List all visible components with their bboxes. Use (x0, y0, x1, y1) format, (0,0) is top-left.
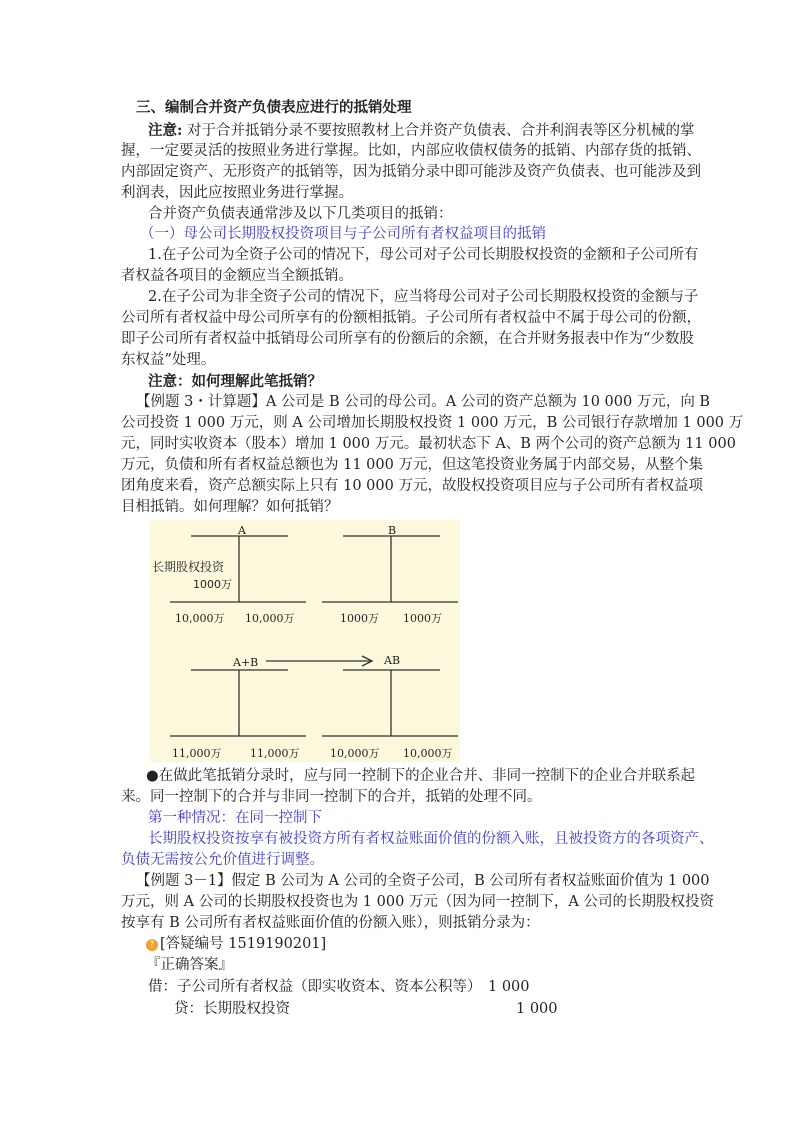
question-icon: ? (146, 939, 158, 951)
intro-text: 合并资产负债表通常涉及以下几类项目的抵销： (148, 206, 453, 222)
t-account-a (152, 524, 306, 625)
item1-line: 1.在子公司为全资子公司的情况下，母公司对子公司长期股权投资的金额和子公司所有 (148, 247, 699, 263)
example-line: 万元，负债和所有者权益总额也为 11 000 万元，但这笔投资业务属于内部交易，从整个集 (121, 457, 703, 473)
item2-line: 即子公司所有者权益中抵销母公司所享有的份额后的余额，在合并财务报表中作为“少数股 (121, 331, 694, 347)
section-heading: 三、编制合并资产负债表应进行的抵销处理 (136, 99, 412, 116)
answer-label: 『正确答案』 (146, 957, 233, 973)
example31-line: 万元，则 A 公司的长期股权投资也为 1 000 万元（因为同一控制下，A 公司的长期股权投资 (121, 894, 714, 910)
credit-amount: 1 000 (516, 1001, 558, 1017)
subsection-heading: （一）母公司长期股权投资项目与子公司所有者权益项目的抵销 (140, 226, 546, 242)
example31-line: 【例题 3－1】假定 B 公司为 A 公司的全资子公司，B 公司所有者权益账面价值为 1 000 (136, 873, 710, 889)
example31-line: 按享有 B 公司所有者权益账面价值的份额入账），则抵销分录为： (121, 915, 540, 931)
account-title: AB (384, 654, 401, 667)
left-value: 11,000万 (172, 747, 222, 760)
account-title: A (238, 524, 246, 537)
item2-line: 公司所有者权益中母公司所享有的份额相抵销。子公司所有者权益中不属于母公司的份额， (121, 310, 701, 326)
debit-account: 借：子公司所有者权益（即实收资本、资本公积等） (148, 979, 482, 995)
qa-link[interactable] (146, 934, 716, 955)
note-line: 内部固定资产、无形资产的抵销等，因为抵销分录中即可能涉及资产负债表、也可能涉及到 (121, 164, 701, 180)
debit-entry (148, 977, 718, 998)
note-label: 注意: (148, 122, 183, 139)
note-line: 握，一定要灵活的按照业务进行掌握。比如，内部应收债权债务的抵销、内部存货的抵销、 (121, 143, 701, 159)
example-line: 元，同时实收资本（股本）增加 1 000 万元。最初状态下 A、B 两个公司的资产总额为 11 000 (121, 436, 736, 452)
item-label: 长期股权投资 (152, 560, 225, 574)
arrow-icon (266, 656, 372, 666)
bullet-line: ●在做此笔抵销分录时，应与同一控制下的企业合并、非同一控制下的企业合并联系起 (146, 768, 696, 784)
bullet-line: 来。同一控制下的合并与非同一控制下的合并，抵销的处理不同。 (121, 789, 542, 805)
note-line: 利润表，因此应按照业务进行掌握。 (121, 185, 353, 201)
right-value: 11,000万 (250, 747, 300, 760)
item2-line: 2.在子公司为非全资子公司的情况下，应当将母公司对子公司长期股权投资的金额与子 (148, 289, 699, 305)
case-heading: 第一种情况：在同一控制下 (148, 810, 322, 826)
left-value: 10,000万 (330, 747, 380, 760)
account-title: B (388, 524, 397, 537)
item-value: 1000万 (193, 578, 232, 591)
example-line: 团角度来看，资产总额实际上只有 10 000 万元，故股权投资项目应与子公司所有者权益项 (121, 478, 703, 494)
left-value: 10,000万 (175, 612, 225, 625)
t-account-a-plus-b (170, 656, 306, 760)
account-title: A+B (233, 656, 259, 669)
note2-heading: 注意：如何理解此笔抵销？ (148, 373, 322, 390)
item1-line: 者权益各项目的金额应当全额抵销。 (121, 268, 353, 284)
right-value: 10,000万 (245, 612, 295, 625)
t-account-b (322, 524, 458, 625)
case-desc-line: 负债无需按公允价值进行调整。 (121, 852, 324, 868)
debit-amount: 1 000 (488, 979, 530, 995)
example-line: 公司投资 1 000 万元，则 A 公司增加长期股权投资 1 000 万元，B 公司银行存款增加 1 000 万 (121, 415, 744, 431)
note-text: 对于合并抵销分录不要按照教材上合并资产负债表、合并利润表等区分机械的掌 (186, 123, 695, 139)
right-value: 10,000万 (403, 747, 453, 760)
right-value: 1000万 (403, 612, 442, 625)
case-desc-line: 长期股权投资按享有被投资方所有者权益账面价值的份额入账，且被投资方的各项资产、 (148, 831, 714, 847)
note-line (148, 120, 718, 142)
left-value: 1000万 (340, 612, 379, 625)
t-account-ab (322, 654, 458, 760)
credit-entry (174, 999, 744, 1020)
example-line: 目相抵销。如何理解？如何抵销？ (121, 499, 339, 515)
example-line: 【例题 3・计算题】A 公司是 B 公司的母公司。A 公司的资产总额为 10 000 万元，向 B (136, 394, 711, 410)
credit-account: 贷：长期股权投资 (174, 1001, 290, 1017)
item2-line: 东权益”处理。 (121, 352, 216, 368)
t-account-diagram (150, 520, 460, 762)
qa-id: [答疑编号 1519190201] (160, 936, 327, 952)
